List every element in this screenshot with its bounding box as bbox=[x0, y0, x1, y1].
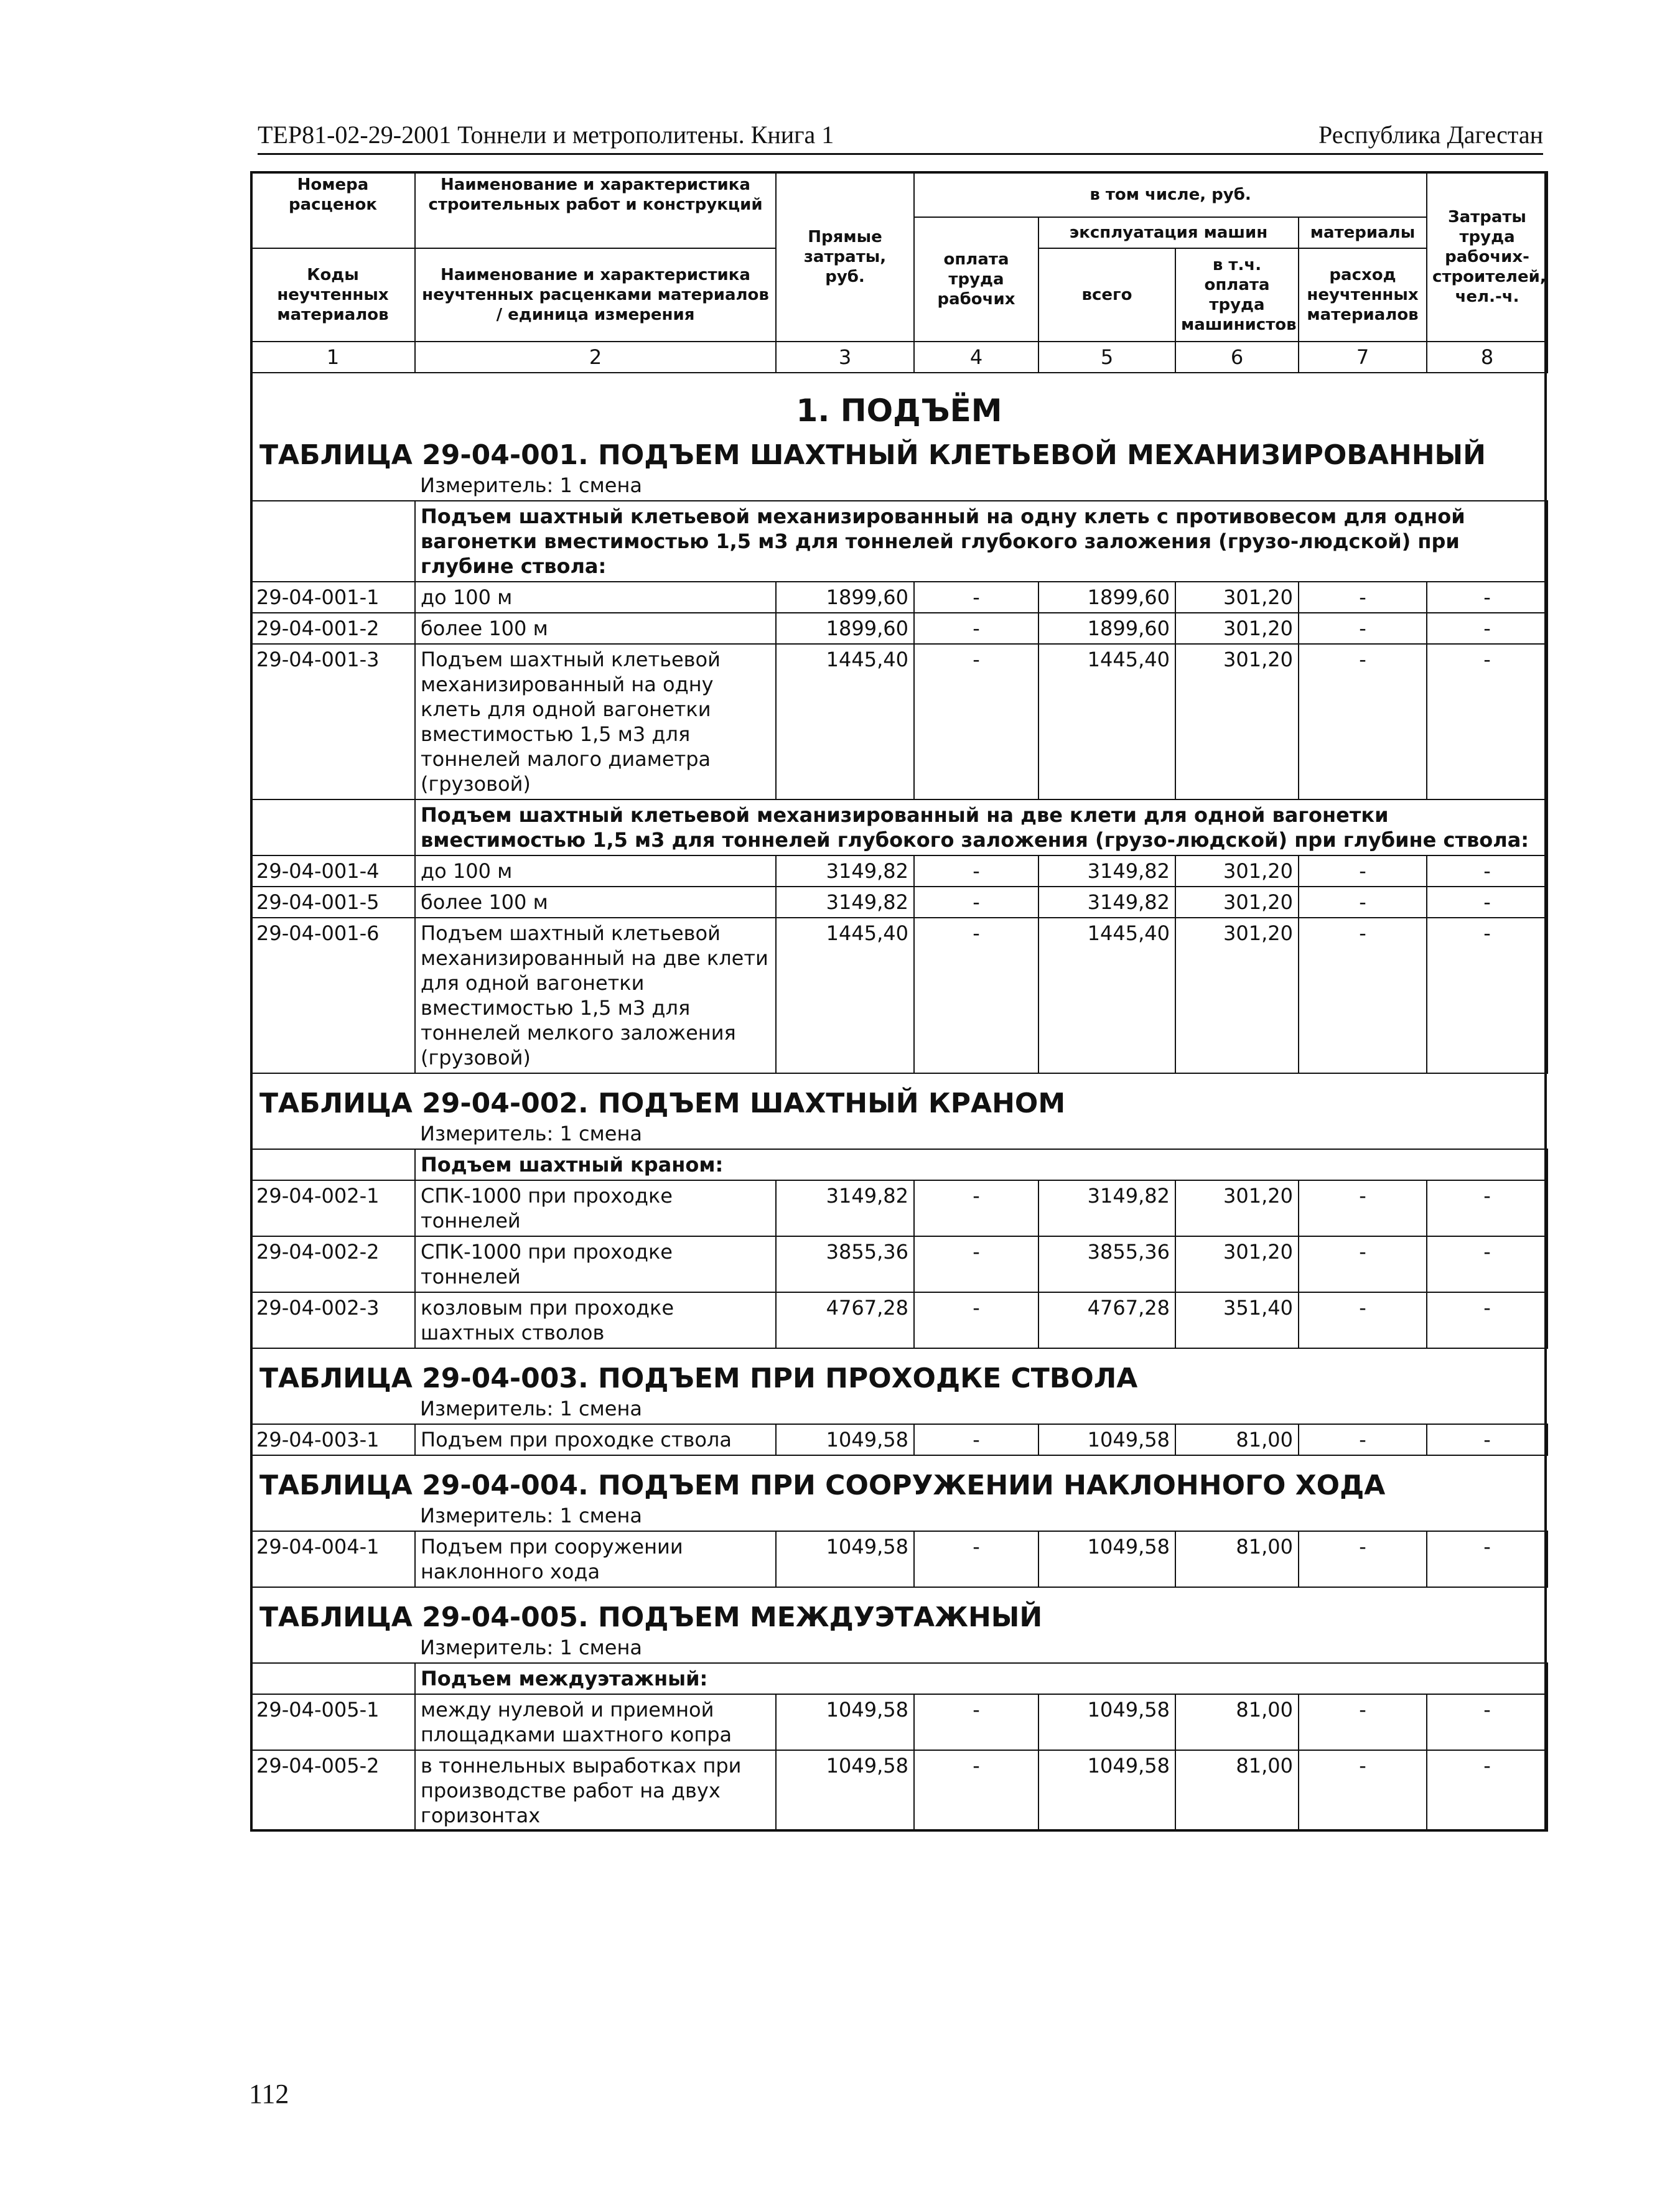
cell-operator-pay: 301,20 bbox=[1175, 613, 1299, 644]
col-number: 3 bbox=[776, 342, 914, 373]
cell-direct-costs: 1049,58 bbox=[776, 1531, 914, 1587]
cell-worker-pay: - bbox=[914, 887, 1038, 918]
cell-rate-code: 29-04-001-3 bbox=[251, 644, 415, 799]
cell-machines-total: 3149,82 bbox=[1038, 887, 1175, 918]
col-number: 8 bbox=[1427, 342, 1547, 373]
cell-machines-total: 1445,40 bbox=[1038, 918, 1175, 1073]
cell-rate-code: 29-04-001-1 bbox=[251, 582, 415, 613]
col-number: 2 bbox=[415, 342, 776, 373]
col-header-machines: эксплуатация машин bbox=[1038, 217, 1299, 248]
cell-machines-total: 1049,58 bbox=[1038, 1750, 1175, 1831]
cell-direct-costs: 1899,60 bbox=[776, 582, 914, 613]
cell-operator-pay: 301,20 bbox=[1175, 1236, 1299, 1292]
cell-operator-pay: 301,20 bbox=[1175, 887, 1299, 918]
group-heading: Подъем шахтный клетьевой механизированный на одну клеть с противовесом для одной вагонетки вместимостью 1,5 м3 для тоннелей глубокого заложения (грузо-людской) при глубине ствола: bbox=[415, 501, 1547, 582]
cell-worker-pay: - bbox=[914, 1292, 1038, 1348]
cell-work-description: СПК-1000 при проходке тоннелей bbox=[415, 1236, 776, 1292]
cell-work-description: до 100 м bbox=[415, 582, 776, 613]
cell-labor-hours: - bbox=[1427, 1292, 1547, 1348]
cell-worker-pay: - bbox=[914, 1694, 1038, 1750]
cell-worker-pay: - bbox=[914, 582, 1038, 613]
col-number: 1 bbox=[251, 342, 415, 373]
cell-machines-total: 1049,58 bbox=[1038, 1531, 1175, 1587]
table-title: ТАБЛИЦА 29-04-002. ПОДЪЕМ ШАХТНЫЙ КРАНОМ bbox=[259, 1088, 1066, 1119]
col-header-worker-pay: оплата труда рабочих bbox=[914, 217, 1038, 342]
cell-direct-costs: 3149,82 bbox=[776, 1180, 914, 1236]
cell-work-description: СПК-1000 при проходке тоннелей bbox=[415, 1180, 776, 1236]
table-title: ТАБЛИЦА 29-04-003. ПОДЪЕМ ПРИ ПРОХОДКЕ СТВОЛА bbox=[259, 1363, 1138, 1394]
cell-rate-code: 29-04-003-1 bbox=[251, 1424, 415, 1455]
cell-labor-hours: - bbox=[1427, 1424, 1547, 1455]
cell-direct-costs: 1899,60 bbox=[776, 613, 914, 644]
cell-labor-hours: - bbox=[1427, 1531, 1547, 1587]
measure-unit: Измеритель: 1 смена bbox=[415, 1501, 1547, 1531]
document-title: ТЕР81-02-29-2001 Тоннели и метрополитены. Книга 1 bbox=[258, 121, 834, 149]
cell-material-use: - bbox=[1299, 887, 1427, 918]
cell-direct-costs: 3149,82 bbox=[776, 887, 914, 918]
cell-direct-costs: 1049,58 bbox=[776, 1750, 914, 1831]
cell-machines-total: 1049,58 bbox=[1038, 1424, 1175, 1455]
cell-direct-costs: 1049,58 bbox=[776, 1694, 914, 1750]
cell-material-use: - bbox=[1299, 1180, 1427, 1236]
measure-unit: Измеритель: 1 смена bbox=[415, 1119, 1547, 1149]
cell-operator-pay: 301,20 bbox=[1175, 582, 1299, 613]
cell-worker-pay: - bbox=[914, 613, 1038, 644]
cell-work-description: более 100 м bbox=[415, 613, 776, 644]
running-header bbox=[258, 116, 1543, 155]
cell-rate-code: 29-04-001-4 bbox=[251, 855, 415, 887]
cell-material-use: - bbox=[1299, 582, 1427, 613]
cell-worker-pay: - bbox=[914, 1180, 1038, 1236]
cell-labor-hours: - bbox=[1427, 644, 1547, 799]
col-number: 7 bbox=[1299, 342, 1427, 373]
cell-operator-pay: 81,00 bbox=[1175, 1750, 1299, 1831]
table-title: ТАБЛИЦА 29-04-005. ПОДЪЕМ МЕЖДУЭТАЖНЫЙ bbox=[259, 1601, 1043, 1633]
cell-direct-costs: 3855,36 bbox=[776, 1236, 914, 1292]
col-header-material-name: Наименование и характеристика неучтенных расценками материалов / единица измерения bbox=[415, 248, 776, 342]
cell-rate-code: 29-04-001-2 bbox=[251, 613, 415, 644]
col-header-labor-hours: Затраты труда рабочих-строителей, чел.-ч. bbox=[1427, 172, 1547, 342]
cell-labor-hours: - bbox=[1427, 1180, 1547, 1236]
cell-material-use: - bbox=[1299, 918, 1427, 1073]
measure-unit: Измеритель: 1 смена bbox=[415, 1633, 1547, 1663]
cell-operator-pay: 351,40 bbox=[1175, 1292, 1299, 1348]
cell-work-description: до 100 м bbox=[415, 855, 776, 887]
cell-material-use: - bbox=[1299, 1750, 1427, 1831]
col-header-operator-pay: в т.ч. оплата труда машинистов bbox=[1175, 248, 1299, 342]
cell-rate-code: 29-04-002-1 bbox=[251, 1180, 415, 1236]
cell-work-description: более 100 м bbox=[415, 887, 776, 918]
cell-work-description: Подъем шахтный клетьевой механизированный на одну клеть для одной вагонетки вместимостью 1,5 м3 для тоннелей малого диаметра (грузовой) bbox=[415, 644, 776, 799]
measure-unit: Измеритель: 1 смена bbox=[415, 1394, 1547, 1424]
cell-machines-total: 1899,60 bbox=[1038, 613, 1175, 644]
cell-material-use: - bbox=[1299, 613, 1427, 644]
table-title: ТАБЛИЦА 29-04-001. ПОДЪЕМ ШАХТНЫЙ КЛЕТЬЕВОЙ МЕХАНИЗИРОВАННЫЙ bbox=[259, 439, 1486, 471]
cell-material-use: - bbox=[1299, 1236, 1427, 1292]
cell-machines-total: 1445,40 bbox=[1038, 644, 1175, 799]
col-header-direct-costs: Прямые затраты, руб. bbox=[776, 172, 914, 342]
cell-operator-pay: 81,00 bbox=[1175, 1531, 1299, 1587]
cell-machines-total: 3855,36 bbox=[1038, 1236, 1175, 1292]
table-title: ТАБЛИЦА 29-04-004. ПОДЪЕМ ПРИ СООРУЖЕНИИ НАКЛОННОГО ХОДА bbox=[259, 1470, 1386, 1501]
cell-work-description: Подъем при проходке ствола bbox=[415, 1424, 776, 1455]
cell-rate-code: 29-04-002-3 bbox=[251, 1292, 415, 1348]
col-header-including: в том числе, руб. bbox=[914, 172, 1427, 217]
cell-material-use: - bbox=[1299, 1694, 1427, 1750]
cell-worker-pay: - bbox=[914, 1424, 1038, 1455]
cell-worker-pay: - bbox=[914, 1236, 1038, 1292]
cell-labor-hours: - bbox=[1427, 1236, 1547, 1292]
cell-material-use: - bbox=[1299, 1292, 1427, 1348]
region-name: Республика Дагестан bbox=[1318, 121, 1543, 149]
cell-machines-total: 1899,60 bbox=[1038, 582, 1175, 613]
cell-work-description: козловым при проходке шахтных стволов bbox=[415, 1292, 776, 1348]
cell-direct-costs: 1445,40 bbox=[776, 644, 914, 799]
cell-operator-pay: 301,20 bbox=[1175, 855, 1299, 887]
cell-work-description: между нулевой и приемной площадками шахтного копра bbox=[415, 1694, 776, 1750]
cell-operator-pay: 81,00 bbox=[1175, 1694, 1299, 1750]
cell-direct-costs: 1049,58 bbox=[776, 1424, 914, 1455]
col-number: 4 bbox=[914, 342, 1038, 373]
cell-worker-pay: - bbox=[914, 918, 1038, 1073]
col-number: 5 bbox=[1038, 342, 1175, 373]
col-header-material-use: расход неучтенных материалов bbox=[1299, 248, 1427, 342]
col-header-materials: материалы bbox=[1299, 217, 1427, 248]
cell-rate-code: 29-04-002-2 bbox=[251, 1236, 415, 1292]
group-heading: Подъем междуэтажный: bbox=[415, 1663, 1547, 1694]
cell-operator-pay: 301,20 bbox=[1175, 918, 1299, 1073]
cell-work-description: Подъем при сооружении наклонного хода bbox=[415, 1531, 776, 1587]
cell-labor-hours: - bbox=[1427, 1750, 1547, 1831]
table-frame bbox=[250, 171, 1547, 1832]
cell-rate-code: 29-04-005-1 bbox=[251, 1694, 415, 1750]
page-number: 112 bbox=[249, 2079, 289, 2109]
cell-operator-pay: 301,20 bbox=[1175, 1180, 1299, 1236]
cell-worker-pay: - bbox=[914, 1750, 1038, 1831]
cell-machines-total: 1049,58 bbox=[1038, 1694, 1175, 1750]
measure-unit: Измеритель: 1 смена bbox=[415, 470, 1547, 501]
cell-worker-pay: - bbox=[914, 1531, 1038, 1587]
cell-rate-code: 29-04-004-1 bbox=[251, 1531, 415, 1587]
cell-direct-costs: 3149,82 bbox=[776, 855, 914, 887]
cell-work-description: в тоннельных выработках при производстве работ на двух горизонтах bbox=[415, 1750, 776, 1831]
cell-operator-pay: 301,20 bbox=[1175, 644, 1299, 799]
cell-rate-code: 29-04-001-5 bbox=[251, 887, 415, 918]
cell-labor-hours: - bbox=[1427, 855, 1547, 887]
col-header-work-name: Наименование и характеристика строительных работ и конструкций bbox=[415, 172, 776, 217]
cell-machines-total: 4767,28 bbox=[1038, 1292, 1175, 1348]
col-number: 6 bbox=[1175, 342, 1299, 373]
col-header-rate-number: Номера расценок bbox=[251, 172, 415, 217]
cell-material-use: - bbox=[1299, 1424, 1427, 1455]
group-heading: Подъем шахтный краном: bbox=[415, 1149, 1547, 1180]
col-header-material-codes: Коды неучтенных материалов bbox=[251, 248, 415, 342]
cell-labor-hours: - bbox=[1427, 1694, 1547, 1750]
cell-worker-pay: - bbox=[914, 855, 1038, 887]
cell-material-use: - bbox=[1299, 644, 1427, 799]
cell-work-description: Подъем шахтный клетьевой механизированный на две клети для одной вагонетки вместимостью 1,5 м3 для тоннелей мелкого заложения (грузовой) bbox=[415, 918, 776, 1073]
cell-direct-costs: 1445,40 bbox=[776, 918, 914, 1073]
section-title: 1. ПОДЪЁМ bbox=[796, 393, 1002, 429]
cell-material-use: - bbox=[1299, 855, 1427, 887]
cell-operator-pay: 81,00 bbox=[1175, 1424, 1299, 1455]
col-header-machines-total: всего bbox=[1038, 248, 1175, 342]
cell-direct-costs: 4767,28 bbox=[776, 1292, 914, 1348]
cell-machines-total: 3149,82 bbox=[1038, 855, 1175, 887]
cell-rate-code: 29-04-001-6 bbox=[251, 918, 415, 1073]
cell-machines-total: 3149,82 bbox=[1038, 1180, 1175, 1236]
group-heading: Подъем шахтный клетьевой механизированный на две клети для одной вагонетки вместимостью 1,5 м3 для тоннелей глубокого заложения (грузо-людской) при глубине ствола: bbox=[415, 799, 1547, 855]
cell-worker-pay: - bbox=[914, 644, 1038, 799]
cell-labor-hours: - bbox=[1427, 918, 1547, 1073]
cell-material-use: - bbox=[1299, 1531, 1427, 1587]
cell-labor-hours: - bbox=[1427, 887, 1547, 918]
cell-labor-hours: - bbox=[1427, 582, 1547, 613]
cell-labor-hours: - bbox=[1427, 613, 1547, 644]
cell-rate-code: 29-04-005-2 bbox=[251, 1750, 415, 1831]
